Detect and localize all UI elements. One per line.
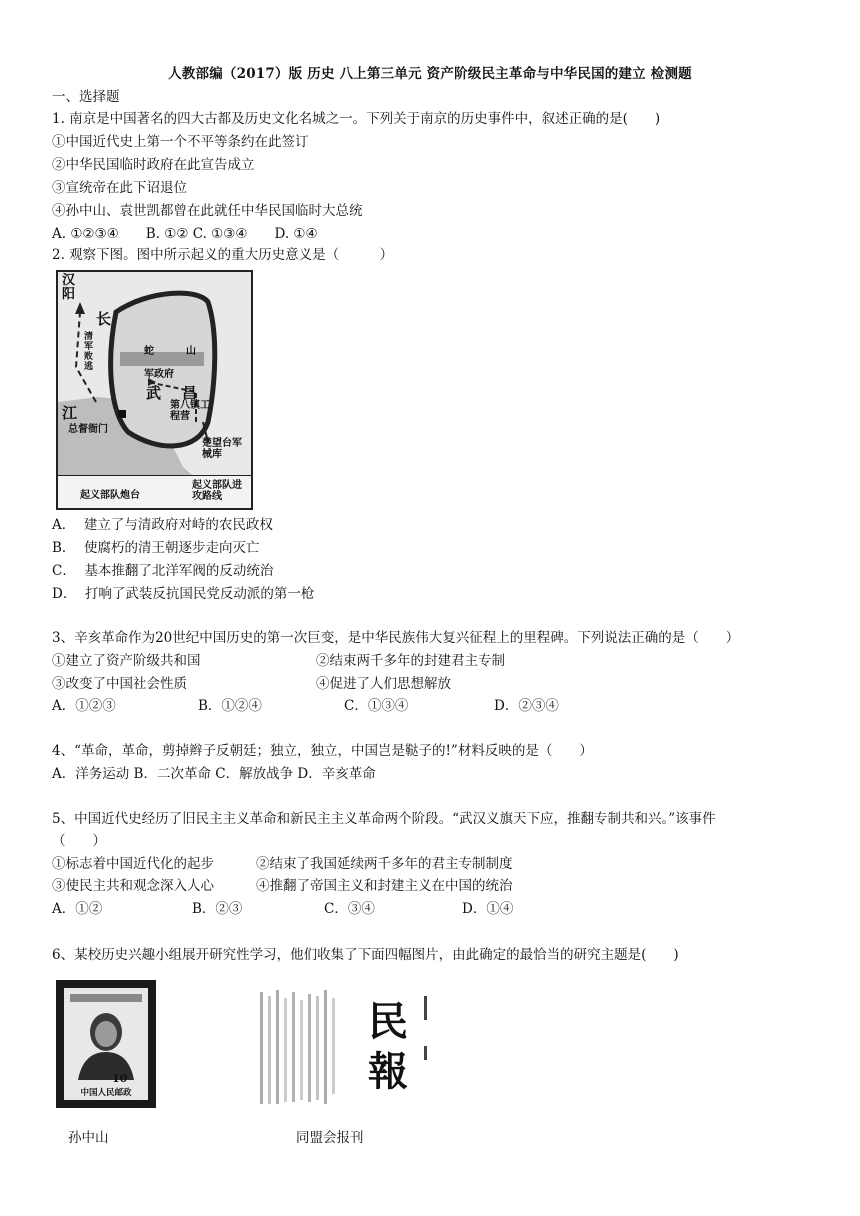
q5-item: ①标志着中国近代化的起步 [52, 856, 214, 872]
legend-artillery: 起义部队炮台 [80, 490, 140, 501]
q3-item: ④促进了人们思想解放 [316, 676, 451, 692]
caption-sun-yatsen: 孙中山 [68, 1130, 109, 1146]
legend-route: 起义部队进攻路线 [192, 480, 242, 502]
q3-stem: 3、辛亥革命作为20世纪中国历史的第一次巨变，是中华民族伟大复兴征程上的里程碑。下列说法正确的是（ ） [52, 630, 740, 646]
label-jiang: 江 [62, 404, 78, 422]
q3-option: B．①②④ [198, 698, 262, 714]
label-she: 蛇 [144, 346, 154, 357]
label-chang2: 昌 [182, 384, 198, 402]
q2-choice-c: C． 基本推翻了北洋军阀的反动统治 [52, 563, 274, 579]
page-title: 人教部编（2017）版 历史 八上第三单元 资产阶级民主革命与中华民国的建立 检测题 [168, 66, 692, 82]
newspaper-title-char-2: 報 [368, 1048, 408, 1095]
label-qing-army: 清军败逃 [84, 332, 94, 372]
portrait-drawing [64, 988, 148, 1100]
label-junzhengfu: 军政府 [144, 369, 174, 380]
q3-option: D．②③④ [494, 698, 559, 714]
q4-stem: 4、“革命，革命，剪掉辫子反朝廷；独立，独立，中国岂是鞑子的!”材料反映的是（ ） [52, 743, 593, 759]
q1-options: A. ①②③④ B. ①② C. ①③④ D. ①④ [52, 226, 318, 242]
label-shan: 山 [186, 346, 196, 357]
stamp-header-strip [70, 994, 142, 1002]
stamp-face [64, 988, 148, 1100]
yamen-marker [118, 410, 126, 418]
label-wu: 武 [146, 384, 162, 402]
minbao-newspaper-image [256, 986, 440, 1116]
q1-stem: 1. 南京是中国著名的四大古都及历史文化名城之一。下列关于南京的历史事件中，叙述正确的是( ) [52, 111, 661, 127]
portrait-face [95, 1021, 117, 1047]
q1-item: ③宣统帝在此下诏退位 [52, 180, 187, 196]
q3-item: ③改变了中国社会性质 [52, 676, 187, 692]
newspaper-side-mark [424, 996, 427, 1020]
q6-stem: 6、某校历史兴趣小组展开研究性学习，他们收集了下面四幅图片，由此确定的最恰当的研究主题是( ) [52, 947, 679, 963]
label-arsenal: 楚望台军械库 [202, 438, 242, 460]
q5-stem-cont: （ ） [52, 833, 106, 849]
label-battalion: 第八镇工程营 [170, 400, 210, 422]
newspaper-title-char-1: 民 [368, 998, 408, 1045]
label-chang: 长 [96, 310, 112, 328]
q2-choice-a: A． 建立了与清政府对峙的农民政权 [52, 517, 273, 533]
q5-item: ③使民主共和观念深入人心 [52, 878, 214, 894]
q3-option: A．①②③ [52, 698, 116, 714]
q5-item: ②结束了我国延续两千多年的君主专制制度 [256, 856, 513, 872]
q5-option: B．②③ [192, 901, 243, 917]
q2-choice-b: B． 使腐朽的清王朝逐步走向灭亡 [52, 540, 260, 556]
q2-choice-d: D． 打响了武装反抗国民党反动派的第一枪 [52, 586, 315, 602]
stamp-value: 10 [112, 1072, 128, 1085]
newspaper-side-mark [424, 1046, 427, 1060]
q5-option: C．③④ [324, 901, 375, 917]
q1-item: ④孙中山、袁世凯都曾在此就任中华民国临时大总统 [52, 203, 363, 219]
stamp-country: 中国人民邮政 [80, 1088, 132, 1098]
q3-item: ②结束两千多年的封建君主专制 [316, 653, 505, 669]
q5-stem: 5、中国近代史经历了旧民主主义革命和新民主主义革命两个阶段。“武汉义旗天下应，推翻专制共和兴。”该事件 [52, 811, 716, 827]
newspaper-drawing [256, 986, 440, 1116]
retreat-arrow [75, 302, 85, 314]
wuchang-uprising-map [56, 270, 253, 510]
q1-item: ②中华民国临时政府在此宣告成立 [52, 157, 255, 173]
q5-option: D．①④ [462, 901, 514, 917]
q3-item: ①建立了资产阶级共和国 [52, 653, 201, 669]
q5-option: A．①② [52, 901, 103, 917]
caption-tongmenghui: 同盟会报刊 [296, 1130, 364, 1146]
section-heading: 一、选择题 [52, 89, 120, 105]
newspaper-text-columns [260, 990, 335, 1104]
label-yamen: 总督衙门 [68, 424, 108, 435]
q2-stem: 2. 观察下图。图中所示起义的重大历史意义是（ ） [52, 247, 394, 263]
q1-item: ①中国近代史上第一个不平等条约在此签订 [52, 134, 309, 150]
q5-item: ④推翻了帝国主义和封建主义在中国的统治 [256, 878, 513, 894]
map-legend [58, 475, 251, 508]
label-hanyang: 汉阳 [62, 273, 76, 302]
sun-yatsen-stamp-image [56, 980, 156, 1108]
q3-option: C．①③④ [344, 698, 409, 714]
q4-options: A．洋务运动 B．二次革命 C．解放战争 D．辛亥革命 [52, 766, 376, 782]
